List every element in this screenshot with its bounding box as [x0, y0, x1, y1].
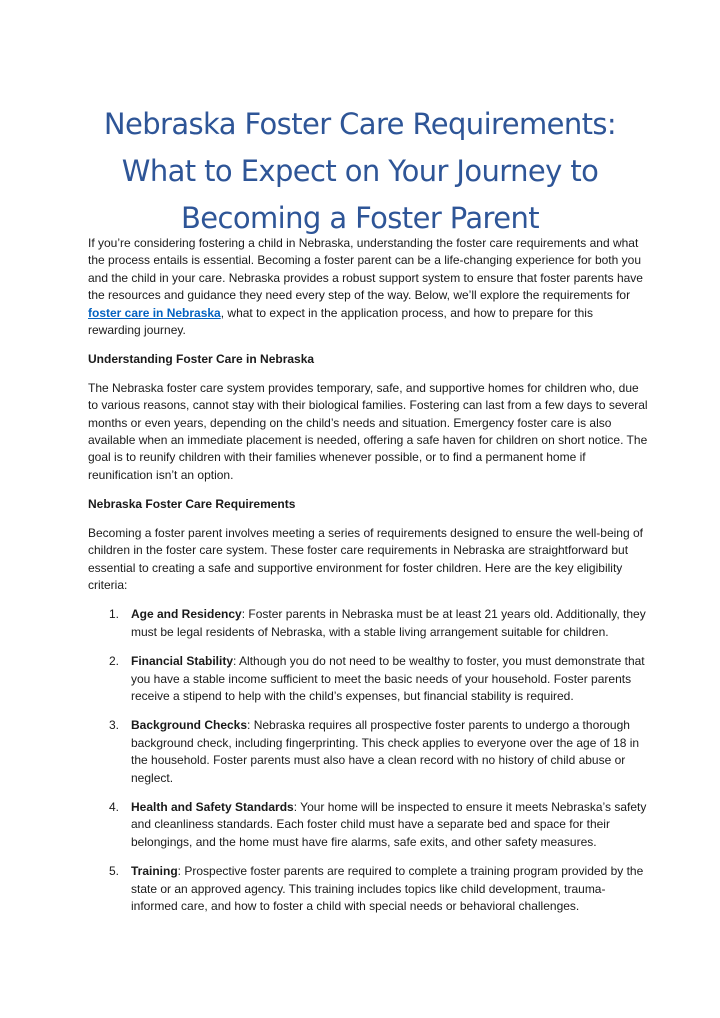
list-item-number: 4. [109, 799, 120, 814]
list-item-term: Training [131, 864, 178, 879]
list-item-number: 2. [109, 654, 120, 669]
list-item-number: 5. [109, 864, 120, 879]
section-paragraph-understanding: The Nebraska foster care system provides temporary, safe, and supportive homes for children who, due to various reasons, cannot stay with their biological families. Fostering can last from a few days to several months or even years, depending on the child’s needs and situation. Emergency foster care is also available when an immediate placement is needed, offering a safe haven for children on short notice. The goal is to reunify children with their families whenever possible, or to find a permanent home if reunification isn’t an option. [88, 380, 648, 482]
list-item [88, 653, 648, 705]
list-item-term: Financial Stability [131, 654, 234, 669]
list-item-term: Background Checks [131, 718, 248, 733]
section-paragraph-requirements: Becoming a foster parent involves meeting a series of requirements designed to ensure the well-being of children in the foster care system. These foster care requirements in Nebraska are straightforward but essential to creating a safe and supportive environment for foster children. Here are the key eligibility criteria: [88, 525, 643, 592]
section-heading-requirements: Nebraska Foster Care Requirements [88, 497, 296, 512]
list-item [88, 717, 648, 787]
list-item-text: : Foster parents in Nebraska must be at least 21 years old. Additionally, they must be legal residents of Nebraska, with a stable living arrangement suitable for children. [131, 607, 646, 639]
intro-text-after-link: , what to expect in the application process, and how to prepare for this rewarding journey. [88, 305, 593, 338]
list-item-number: 3. [109, 718, 120, 733]
foster-care-nebraska-link[interactable]: foster care in Nebraska [88, 305, 221, 320]
list-item-text: : Although you do not need to be wealthy to foster, you must demonstrate that you have a stable income sufficient to meet the basic needs of your household. Foster parents receive a stipend to help with the child’s expenses, but financial stability is required. [131, 654, 645, 703]
intro-paragraph [88, 235, 648, 339]
section-heading-understanding: Understanding Foster Care in Nebraska [88, 352, 315, 367]
intro-text-before-link: If you’re considering fostering a child in Nebraska, understanding the foster care requirements and what the process entails is essential. Becoming a foster parent can be a life-changing experience for both you and the child in your care. Nebraska provides a robust support system to ensure that foster parents have the resources and guidance they need every step of the way. Below, we’ll explore the requirements for [88, 236, 643, 303]
list-item [88, 799, 648, 851]
requirements-list [88, 606, 648, 915]
list-item-term: Age and Residency [131, 607, 242, 622]
document-body [88, 235, 648, 927]
page-title-line-1: Nebraska Foster Care Requirements: [103, 107, 617, 141]
list-item [88, 863, 648, 915]
list-item-term: Health and Safety Standards [131, 799, 294, 814]
list-item-text: : Nebraska requires all prospective foster parents to undergo a thorough background check, including fingerprinting. This check applies to everyone over the age of 18 in the household. Foster parents must also have a clean record with no history of child abuse or neglect. [131, 718, 640, 785]
page-title-line-3: Becoming a Foster Parent [180, 201, 539, 235]
page-title-line-2: What to Expect on Your Journey to [121, 154, 599, 188]
page-title [60, 101, 660, 242]
list-item-number: 1. [109, 607, 120, 622]
list-item-text: : Your home will be inspected to ensure it meets Nebraska’s safety and cleanliness standards. Each foster child must have a separate bed and space for their belongings, and the home must have fire alarms, safe exits, and other safety measures. [131, 799, 647, 849]
list-item-text: : Prospective foster parents are required to complete a training program provided by the state or an approved agency. This training includes topics like child development, trauma-informed care, and how to foster a child with special needs or behavioral challenges. [131, 864, 644, 913]
list-item [88, 606, 648, 641]
